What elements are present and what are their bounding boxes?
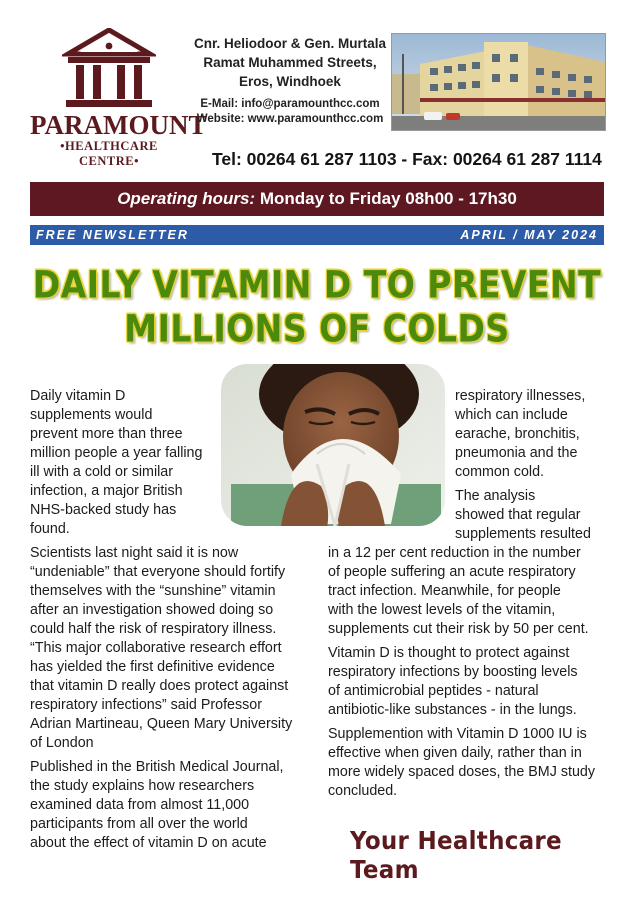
text-line: million people a year falling <box>30 445 203 461</box>
text-line: Vitamin D is thought to protect against <box>328 645 570 661</box>
text-line: Supplemention with Vitamin D 1000 IU is <box>328 726 587 742</box>
article-paragraph-6 <box>328 644 604 720</box>
text-line: concluded. <box>328 783 398 799</box>
text-line: supplements cut their risk by 50 per cent. <box>328 621 589 637</box>
text-line: examined data from almost 11,000 <box>30 797 250 813</box>
address-line-3: Eros, Windhoek <box>239 74 341 89</box>
text-line: prevent more than three <box>30 426 183 442</box>
email-line: E-Mail: info@paramounthcc.com <box>200 98 380 110</box>
text-line: has yielded the first definitive evidence <box>30 659 275 675</box>
website-line: Website: www.paramounthcc.com <box>196 113 384 125</box>
text-line: supplements resulted <box>455 526 591 542</box>
text-line: tract infection. Meanwhile, for people <box>328 583 561 599</box>
text-line: ill with a cold or similar <box>30 464 174 480</box>
text-line: the study explains how researchers <box>30 778 255 794</box>
text-line: Daily vitamin D <box>30 388 126 404</box>
text-line: supplements would <box>30 407 153 423</box>
address-block <box>190 34 390 127</box>
phone-fax-line: Tel: 00264 61 287 1103 - Fax: 00264 61 287 1114 <box>212 149 602 169</box>
text-line: The analysis <box>455 488 536 504</box>
text-line: respiratory infections” said Professor <box>30 697 263 713</box>
article-paragraph-1 <box>30 387 320 539</box>
text-line: Adrian Martineau, Queen Mary University <box>30 716 293 732</box>
operating-hours-bar <box>30 182 604 216</box>
address-line-1: Cnr. Heliodoor & Gen. Murtala <box>193 36 387 51</box>
text-line: in a 12 per cent reduction in the number <box>328 545 581 561</box>
text-line: found. <box>30 521 70 537</box>
logo-subtitle: •HEALTHCARE CENTRE• <box>60 139 158 168</box>
logo-wordmark: PARAMOUNT <box>30 110 207 140</box>
text-line: “undeniable” that everyone should fortify <box>30 564 286 580</box>
newsletter-label: FREE NEWSLETTER <box>36 228 189 242</box>
text-line: that vitamin D really does protect against <box>30 678 289 694</box>
text-line: respiratory infections by boosting levels <box>328 664 578 680</box>
text-line: earache, bronchitis, <box>455 426 580 442</box>
text-line: respiratory illnesses, <box>455 388 586 404</box>
text-line: with the lowest levels of the vitamin, <box>328 602 556 618</box>
article-column-right <box>328 387 604 806</box>
headline-line-1: DAILY VITAMIN D TO PREVENT <box>32 262 602 307</box>
text-line: could half the risk of respiratory illness. <box>30 621 277 637</box>
text-line: of antimicrobial peptides - natural <box>328 683 539 699</box>
headline <box>20 263 614 351</box>
address-line-2: Ramat Muhammed Streets, <box>203 55 377 70</box>
article-paragraph-5 <box>328 487 604 639</box>
text-line: about the effect of vitamin D on acute <box>30 835 267 851</box>
text-line: “This major collaborative research effort <box>30 640 282 656</box>
text-line: Scientists last night said it is now <box>30 545 239 561</box>
article-paragraph-2 <box>30 544 320 753</box>
signature: Your Healthcare Team <box>350 826 562 884</box>
text-line: common cold. <box>455 464 544 480</box>
text-line: of London <box>30 735 94 751</box>
text-line: NHS-backed study has <box>30 502 177 518</box>
text-line: themselves with the “sunshine” vitamin <box>30 583 276 599</box>
article-paragraph-7 <box>328 725 604 801</box>
building-photo <box>391 33 606 131</box>
newsletter-bar <box>30 225 604 245</box>
text-line: after an investigation showed doing so <box>30 602 274 618</box>
article-paragraph-4 <box>328 387 604 482</box>
text-line: effective when given daily, rather than in <box>328 745 582 761</box>
hours-label: Operating hours: <box>117 189 256 208</box>
text-line: more widely spaced doses, the BMJ study <box>328 764 595 780</box>
text-line: Published in the British Medical Journal, <box>30 759 284 775</box>
clinic-logo <box>30 28 207 168</box>
issue-date: APRIL / MAY 2024 <box>460 228 598 242</box>
article-column-left <box>30 387 320 858</box>
article-paragraph-3 <box>30 758 320 853</box>
text-line: showed that regular <box>455 507 581 523</box>
text-line: pneumonia and the <box>455 445 578 461</box>
classical-building-icon <box>62 28 156 110</box>
headline-line-2: MILLIONS OF COLDS <box>124 306 510 351</box>
text-line: which can include <box>455 407 568 423</box>
text-line: infection, a major British <box>30 483 183 499</box>
text-line: participants from all over the world <box>30 816 248 832</box>
text-line: antibiotic-like substances - in the lungs. <box>328 702 577 718</box>
hours-value: Monday to Friday 08h00 - 17h30 <box>255 189 517 208</box>
text-line: of people suffering an acute respiratory <box>328 564 576 580</box>
